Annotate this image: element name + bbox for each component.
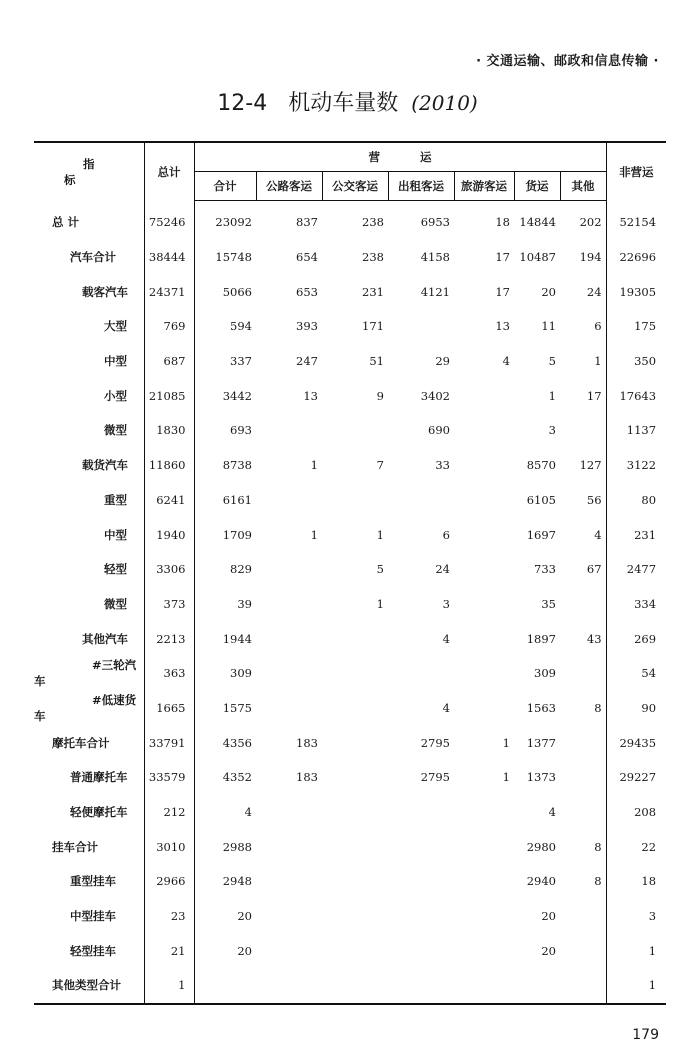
table-cell: 7 — [376, 458, 384, 473]
table-cell: 2795 — [420, 735, 450, 750]
table-cell: 22696 — [606, 240, 666, 275]
table-cell — [514, 968, 560, 1004]
table-cell: 1709 — [222, 527, 252, 542]
row-label: 挂车合计 — [52, 839, 98, 854]
table-cell: 80 — [606, 483, 666, 518]
table-cell: 8 — [594, 839, 602, 854]
table-row — [34, 413, 666, 448]
row-label-cell — [34, 344, 144, 379]
table-cell: 4 — [548, 805, 556, 820]
table-cell — [388, 933, 454, 968]
table-cell: 2948 — [222, 874, 252, 889]
table-cell: 13 — [495, 319, 510, 334]
table-row — [34, 933, 666, 968]
table-cell: 183 — [296, 735, 318, 750]
table-title-text: 机动车量数 — [288, 91, 399, 116]
table-cell — [454, 621, 514, 656]
table-cell — [322, 968, 388, 1004]
table-cell: 3010 — [144, 829, 194, 864]
table-cell: 171 — [362, 319, 384, 334]
table-cell: 2980 — [526, 839, 556, 854]
table-cell: 29435 — [606, 725, 666, 760]
table-cell: 9 — [376, 388, 384, 403]
table-cell: 14844 — [519, 215, 556, 230]
table-cell — [256, 933, 322, 968]
table-cell: 4 — [442, 631, 450, 646]
table-cell — [322, 795, 388, 830]
table-cell: 18 — [606, 864, 666, 899]
table-cell: 15748 — [215, 250, 252, 265]
table-cell — [454, 864, 514, 899]
table-cell: 269 — [606, 621, 666, 656]
row-label: #低速货车 — [34, 692, 137, 723]
table-cell: 51 — [369, 354, 384, 369]
row-label: 中型挂车 — [70, 909, 116, 924]
table-cell — [454, 829, 514, 864]
table-cell — [388, 656, 454, 691]
table-cell — [256, 552, 322, 587]
table-cell: 4 — [442, 700, 450, 715]
table-cell: 1 — [502, 770, 510, 785]
table-cell: 2988 — [222, 839, 252, 854]
table-row — [34, 864, 666, 899]
table-cell: 1 — [606, 933, 666, 968]
table-cell: 29 — [435, 354, 450, 369]
table-cell: 183 — [296, 770, 318, 785]
table-cell: 202 — [579, 215, 602, 230]
header-taxi-passenger: 出租客运 — [388, 172, 454, 201]
table-cell: 33791 — [144, 725, 194, 760]
row-label-cell — [34, 656, 144, 691]
table-cell: 247 — [296, 354, 318, 369]
table-cell: 1 — [310, 458, 318, 473]
table-cell — [454, 795, 514, 830]
header-operating: 营运 — [194, 142, 606, 172]
table-cell: 693 — [230, 423, 252, 438]
table-row — [34, 448, 666, 483]
table-cell: 2966 — [144, 864, 194, 899]
header-sub-total: 合计 — [194, 172, 256, 201]
table-cell: 6 — [594, 319, 602, 334]
table-row — [34, 899, 666, 934]
table-cell — [256, 483, 322, 518]
year-annotation: (2010) — [411, 91, 478, 115]
table-cell — [560, 795, 606, 830]
table-cell: 19305 — [606, 274, 666, 309]
table-row — [34, 309, 666, 344]
table-cell: 4356 — [222, 735, 252, 750]
table-row — [34, 483, 666, 518]
table-cell — [256, 587, 322, 622]
table-cell: 1 — [606, 968, 666, 1004]
table-row — [34, 240, 666, 275]
table-cell: 11860 — [144, 448, 194, 483]
row-label: 轻型 — [104, 562, 127, 577]
table-cell: 24 — [586, 284, 602, 299]
table-cell: 231 — [362, 284, 384, 299]
table-cell — [454, 448, 514, 483]
table-cell — [256, 899, 322, 934]
table-cell: 3122 — [606, 448, 666, 483]
table-row — [34, 517, 666, 552]
table-cell: 1563 — [526, 700, 556, 715]
table-cell — [454, 691, 514, 726]
table-cell: 2477 — [606, 552, 666, 587]
table-cell: 56 — [586, 492, 602, 507]
table-cell — [322, 899, 388, 934]
table-cell: 837 — [296, 215, 318, 230]
table-cell: 24371 — [144, 274, 194, 309]
table-cell — [454, 413, 514, 448]
table-cell: 4158 — [420, 250, 450, 265]
table-cell — [256, 413, 322, 448]
table-cell — [560, 587, 606, 622]
table-cell: 175 — [606, 309, 666, 344]
table-cell — [388, 864, 454, 899]
table-cell: 653 — [296, 284, 318, 299]
table-cell: 8738 — [222, 458, 252, 473]
row-label-cell — [34, 933, 144, 968]
table-cell: 690 — [428, 423, 450, 438]
table-cell: 8570 — [526, 458, 556, 473]
row-label: 载客汽车 — [82, 284, 128, 299]
table-cell: 11 — [541, 319, 556, 334]
header-tourism-passenger: 旅游客运 — [454, 172, 514, 201]
table-cell: 334 — [606, 587, 666, 622]
table-cell — [388, 483, 454, 518]
table-cell: 17 — [586, 388, 602, 403]
table-cell: 1 — [594, 354, 602, 369]
table-cell — [322, 933, 388, 968]
table-row — [34, 795, 666, 830]
table-row — [34, 829, 666, 864]
table-cell — [388, 829, 454, 864]
table-cell — [256, 621, 322, 656]
row-label: 重型挂车 — [70, 874, 116, 889]
row-label: 总 计 — [52, 215, 80, 230]
table-cell: 33 — [435, 458, 450, 473]
table-cell — [322, 483, 388, 518]
table-cell: 75246 — [144, 201, 194, 240]
table-cell — [322, 829, 388, 864]
row-label-cell — [34, 587, 144, 622]
table-cell: 363 — [144, 656, 194, 691]
table-cell: 20 — [237, 909, 252, 924]
table-cell: 337 — [230, 354, 252, 369]
table-cell: 2213 — [144, 621, 194, 656]
table-cell: 35 — [541, 596, 556, 611]
row-label-cell — [34, 760, 144, 795]
table-cell: 20 — [237, 943, 252, 958]
row-label: 重型 — [104, 492, 127, 507]
table-cell: 393 — [296, 319, 318, 334]
table-cell: 67 — [586, 562, 602, 577]
row-label-cell — [34, 864, 144, 899]
table-row — [34, 552, 666, 587]
table-cell — [322, 760, 388, 795]
header-other: 其他 — [560, 172, 606, 201]
table-cell — [454, 587, 514, 622]
row-label-cell — [34, 274, 144, 309]
table-cell: 1 — [502, 735, 510, 750]
table-cell: 1 — [144, 968, 194, 1004]
table-cell: 208 — [606, 795, 666, 830]
table-cell: 4 — [594, 527, 602, 542]
table-cell: 350 — [606, 344, 666, 379]
table-cell — [322, 413, 388, 448]
row-label-cell — [34, 725, 144, 760]
table-cell: 769 — [144, 309, 194, 344]
table-cell: 20 — [541, 943, 556, 958]
table-cell: 1575 — [222, 700, 252, 715]
table-cell — [322, 691, 388, 726]
table-cell: 5 — [548, 354, 556, 369]
table-cell — [388, 899, 454, 934]
table-cell — [560, 933, 606, 968]
row-label-cell — [34, 552, 144, 587]
table-cell: 238 — [362, 215, 384, 230]
table-cell: 2795 — [420, 770, 450, 785]
row-label-cell — [34, 309, 144, 344]
row-label: 中型 — [104, 354, 127, 369]
table-cell: 21085 — [144, 378, 194, 413]
table-cell: 194 — [579, 250, 602, 265]
table-cell: 4 — [244, 805, 252, 820]
row-label: 其他类型合计 — [52, 978, 121, 993]
table-cell: 3442 — [222, 388, 252, 403]
table-cell — [560, 656, 606, 691]
table-cell: 4 — [502, 354, 510, 369]
row-label: 微型 — [104, 423, 127, 438]
table-cell: 5066 — [222, 284, 252, 299]
section-header: · 交通运输、邮政和信息传输 · — [476, 54, 659, 69]
page-number: 179 — [632, 1027, 659, 1043]
row-label: 普通摩托车 — [70, 770, 128, 785]
table-cell: 1137 — [606, 413, 666, 448]
row-label: 轻便摩托车 — [70, 805, 128, 820]
table-cell: 3 — [548, 423, 556, 438]
table-cell — [454, 378, 514, 413]
table-cell: 8 — [594, 874, 602, 889]
table-row — [34, 201, 666, 240]
table-cell: 1 — [376, 596, 384, 611]
table-cell: 1 — [376, 527, 384, 542]
table-cell — [388, 968, 454, 1004]
table-cell: 29227 — [606, 760, 666, 795]
table-cell: 17643 — [606, 378, 666, 413]
table-cell — [388, 795, 454, 830]
table-cell — [256, 656, 322, 691]
table-row — [34, 621, 666, 656]
row-label-cell — [34, 448, 144, 483]
table-row — [34, 691, 666, 726]
table-cell — [560, 899, 606, 934]
table-cell: 3 — [606, 899, 666, 934]
table-cell: 22 — [606, 829, 666, 864]
table-cell: 373 — [144, 587, 194, 622]
table-cell: 309 — [230, 666, 252, 681]
table-cell: 594 — [230, 319, 252, 334]
table-cell: 1 — [310, 527, 318, 542]
table-cell: 8 — [594, 700, 602, 715]
table-cell — [454, 517, 514, 552]
table-cell — [454, 656, 514, 691]
row-label-cell — [34, 621, 144, 656]
table-cell: 654 — [296, 250, 318, 265]
table-cell: 20 — [541, 284, 556, 299]
table-cell: 829 — [230, 562, 252, 577]
table-row — [34, 760, 666, 795]
table-cell — [194, 968, 256, 1004]
table-cell: 1940 — [144, 517, 194, 552]
table-cell: 43 — [586, 631, 602, 646]
table-number: 12-4 — [217, 91, 268, 116]
table-cell: 13 — [303, 388, 318, 403]
table-cell: 24 — [435, 562, 450, 577]
row-label: #三轮汽车 — [34, 658, 137, 689]
table-row — [34, 587, 666, 622]
row-label-cell — [34, 517, 144, 552]
table-cell: 23 — [144, 899, 194, 934]
row-label-cell — [34, 899, 144, 934]
table-cell — [454, 968, 514, 1004]
table-cell: 1697 — [526, 527, 556, 542]
table-cell — [256, 691, 322, 726]
row-label: 其他汽车 — [82, 631, 128, 646]
table-cell: 1 — [548, 388, 556, 403]
motor-vehicle-table — [34, 141, 666, 1005]
table-row — [34, 344, 666, 379]
table-cell — [388, 309, 454, 344]
table-cell: 1373 — [526, 770, 556, 785]
header-freight: 货运 — [514, 172, 560, 201]
table-cell: 231 — [606, 517, 666, 552]
table-row — [34, 725, 666, 760]
row-label: 汽车合计 — [70, 250, 116, 265]
table-cell — [322, 656, 388, 691]
table-cell: 18 — [495, 215, 510, 230]
table-cell: 4352 — [222, 770, 252, 785]
row-label-cell — [34, 413, 144, 448]
table-cell: 3402 — [420, 388, 450, 403]
table-cell — [256, 968, 322, 1004]
table-cell: 21 — [144, 933, 194, 968]
table-cell: 309 — [534, 666, 556, 681]
table-cell: 1377 — [526, 735, 556, 750]
table-cell: 1944 — [222, 631, 252, 646]
table-cell — [560, 725, 606, 760]
table-cell — [322, 864, 388, 899]
table-cell — [454, 483, 514, 518]
table-cell: 90 — [606, 691, 666, 726]
row-label: 摩托车合计 — [52, 735, 110, 750]
table-cell: 52154 — [606, 201, 666, 240]
row-label-cell — [34, 378, 144, 413]
table-cell: 6953 — [420, 215, 450, 230]
row-label-cell — [34, 691, 144, 726]
table-row — [34, 378, 666, 413]
table-cell: 54 — [606, 656, 666, 691]
row-label: 轻型挂车 — [70, 943, 116, 958]
table-cell: 38444 — [144, 240, 194, 275]
table-cell: 17 — [495, 250, 510, 265]
table-cell — [560, 413, 606, 448]
table-cell — [560, 760, 606, 795]
table-cell: 17 — [495, 284, 510, 299]
table-cell: 1665 — [144, 691, 194, 726]
table-cell: 1830 — [144, 413, 194, 448]
row-label: 中型 — [104, 527, 127, 542]
table-cell — [256, 864, 322, 899]
table-cell: 4121 — [420, 284, 450, 299]
table-cell: 23092 — [215, 215, 252, 230]
table-cell — [256, 795, 322, 830]
table-cell: 733 — [534, 562, 556, 577]
table-cell: 20 — [541, 909, 556, 924]
table-cell: 127 — [579, 458, 602, 473]
row-label-cell — [34, 968, 144, 1004]
table-title — [0, 86, 695, 117]
table-cell: 687 — [144, 344, 194, 379]
header-indicator: 指标 — [34, 142, 144, 201]
table-body — [34, 201, 666, 1004]
table-cell — [454, 933, 514, 968]
table-cell — [454, 552, 514, 587]
table-cell: 10487 — [519, 250, 556, 265]
table-row — [34, 656, 666, 691]
table-cell: 3306 — [144, 552, 194, 587]
table-cell: 33579 — [144, 760, 194, 795]
row-label: 小型 — [104, 388, 127, 403]
header-non-operating: 非营运 — [606, 142, 666, 201]
row-label: 大型 — [104, 319, 127, 334]
table-cell: 238 — [362, 250, 384, 265]
table-cell: 6161 — [222, 492, 252, 507]
table-cell: 212 — [144, 795, 194, 830]
row-label-cell — [34, 795, 144, 830]
table-cell: 6241 — [144, 483, 194, 518]
table-cell — [322, 725, 388, 760]
row-label-cell — [34, 483, 144, 518]
table-cell: 2940 — [526, 874, 556, 889]
table-cell — [256, 829, 322, 864]
table-cell: 6 — [442, 527, 450, 542]
table-row — [34, 968, 666, 1004]
table-row — [34, 274, 666, 309]
table-cell: 1897 — [526, 631, 556, 646]
table-cell — [454, 899, 514, 934]
table-cell: 3 — [442, 596, 450, 611]
table-cell: 39 — [237, 596, 252, 611]
header-highway-passenger: 公路客运 — [256, 172, 322, 201]
header-total: 总计 — [144, 142, 194, 201]
row-label-cell — [34, 240, 144, 275]
row-label: 载货汽车 — [82, 458, 128, 473]
row-label-cell — [34, 201, 144, 240]
header-bus-passenger: 公交客运 — [322, 172, 388, 201]
table-cell: 6105 — [526, 492, 556, 507]
table-cell — [560, 968, 606, 1004]
table-cell — [322, 621, 388, 656]
row-label-cell — [34, 829, 144, 864]
row-label: 微型 — [104, 596, 127, 611]
table-cell: 5 — [376, 562, 384, 577]
